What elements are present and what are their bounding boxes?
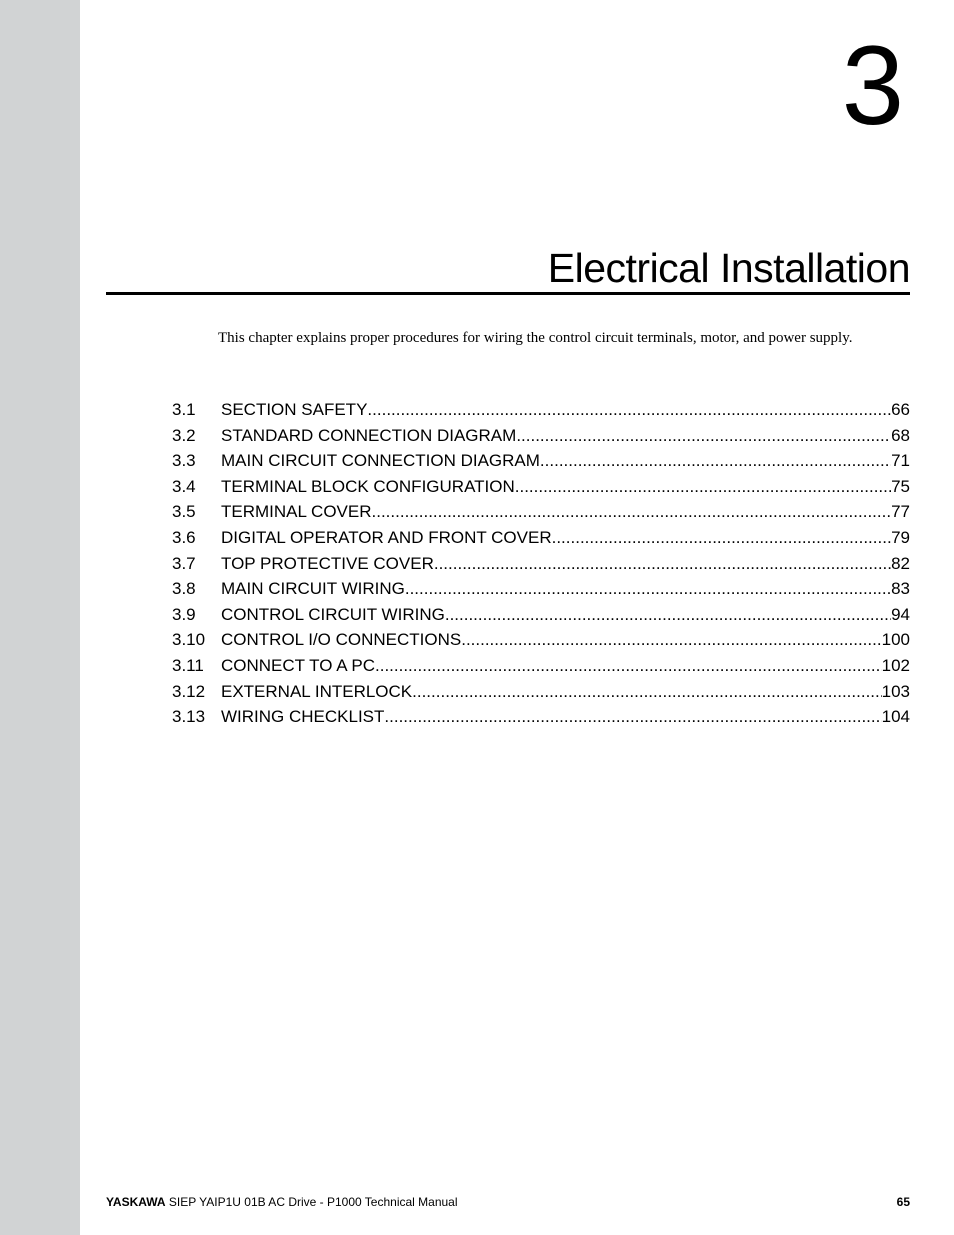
toc-number: 3.1 <box>172 400 196 419</box>
toc-page: 94 <box>891 604 910 624</box>
toc-number: 3.6 <box>172 527 196 547</box>
toc-entry[interactable] <box>172 528 910 554</box>
toc-leader <box>372 502 892 522</box>
footer-manual-title <box>106 1195 458 1209</box>
footer-brand: YASKAWA <box>106 1195 166 1209</box>
toc-title: STANDARD CONNECTION DIAGRAM <box>221 425 517 445</box>
toc-title: DIGITAL OPERATOR AND FRONT COVER <box>221 527 552 547</box>
toc-leader <box>367 400 891 420</box>
toc-leader <box>540 451 891 471</box>
toc-number: 3.12 <box>172 681 206 701</box>
toc-leader <box>552 528 891 548</box>
toc-entry[interactable] <box>172 605 910 631</box>
chapter-intro: This chapter explains proper procedures for wiring the control circuit terminals, motor, and power supply. <box>218 330 853 346</box>
toc-page: 68 <box>891 425 910 445</box>
toc-page: 102 <box>881 655 910 675</box>
toc-leader <box>445 605 891 625</box>
toc-number: 3.5 <box>172 502 196 522</box>
toc-title: TERMINAL BLOCK CONFIGURATION <box>221 476 515 496</box>
toc-entry[interactable] <box>172 451 910 477</box>
toc-page: 71 <box>891 451 910 471</box>
toc-entry[interactable] <box>172 502 910 528</box>
toc-leader <box>516 426 891 446</box>
toc-leader <box>515 477 891 497</box>
toc-number: 3.10 <box>172 630 206 650</box>
chapter-number: 3 <box>841 23 902 148</box>
toc-title: CONTROL I/O CONNECTIONS <box>221 630 462 650</box>
toc-page: 103 <box>881 681 910 701</box>
title-rule <box>106 292 910 295</box>
toc-title: MAIN CIRCUIT CONNECTION DIAGRAM <box>221 451 540 471</box>
table-of-contents <box>172 400 910 733</box>
toc-page: 66 <box>891 400 910 419</box>
toc-number: 3.13 <box>172 707 206 727</box>
toc-leader <box>412 682 881 702</box>
toc-entry[interactable] <box>172 579 910 605</box>
toc-entry[interactable] <box>172 400 910 426</box>
toc-title: TERMINAL COVER <box>221 502 372 522</box>
toc-number: 3.8 <box>172 579 196 599</box>
toc-leader <box>375 656 882 676</box>
toc-entry[interactable] <box>172 682 910 708</box>
toc-leader <box>384 707 881 727</box>
toc-title: CONTROL CIRCUIT WIRING <box>221 604 445 624</box>
toc-title: SECTION SAFETY <box>221 400 368 419</box>
toc-number: 3.2 <box>172 425 196 445</box>
toc-page: 79 <box>891 527 910 547</box>
toc-entry[interactable] <box>172 426 910 452</box>
toc-entry[interactable] <box>172 554 910 580</box>
footer-manual-name: SIEP YAIP1U 01B AC Drive - P1000 Technical Manual <box>165 1195 458 1209</box>
toc-number: 3.9 <box>172 604 196 624</box>
toc-entry[interactable] <box>172 630 910 656</box>
toc-leader <box>461 630 881 650</box>
toc-page: 100 <box>881 630 910 650</box>
toc-title: EXTERNAL INTERLOCK <box>221 681 413 701</box>
toc-entry[interactable] <box>172 656 910 682</box>
toc-page: 83 <box>891 579 910 599</box>
toc-entry[interactable] <box>172 707 910 733</box>
toc-number: 3.11 <box>172 655 204 675</box>
toc-page: 75 <box>891 476 910 496</box>
page-sidebar-band <box>0 0 80 1235</box>
toc-number: 3.4 <box>172 476 196 496</box>
toc-number: 3.7 <box>172 553 196 573</box>
chapter-title: Electrical Installation <box>547 245 910 291</box>
toc-title: CONNECT TO A PC <box>221 655 375 675</box>
toc-leader <box>434 554 891 574</box>
toc-page: 77 <box>891 502 910 522</box>
toc-number: 3.3 <box>172 451 196 471</box>
toc-leader <box>405 579 891 599</box>
toc-page: 104 <box>881 707 910 727</box>
toc-title: MAIN CIRCUIT WIRING <box>221 579 405 599</box>
toc-page: 82 <box>891 553 910 573</box>
toc-title: WIRING CHECKLIST <box>221 707 385 727</box>
footer-page-number: 65 <box>896 1195 910 1209</box>
toc-title: TOP PROTECTIVE COVER <box>221 553 434 573</box>
toc-entry[interactable] <box>172 477 910 503</box>
